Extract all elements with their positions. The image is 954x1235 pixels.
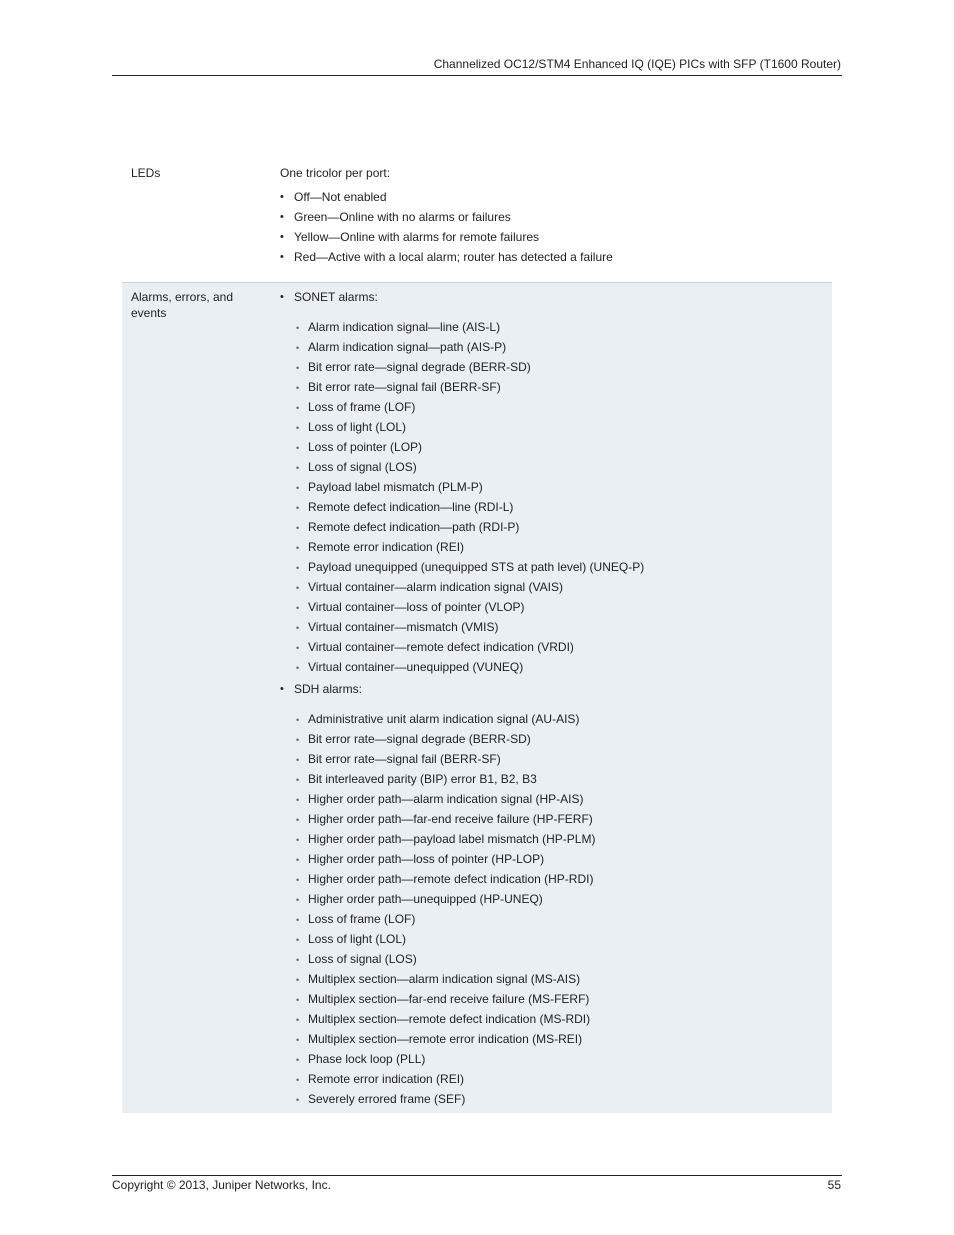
list-item: • Administrative unit alarm indication signal (AU-AIS) (294, 711, 825, 727)
row-label-leds: LEDs (131, 166, 161, 180)
list-item: • Yellow—Online with alarms for remote failures (280, 229, 825, 245)
list-item: • Higher order path—remote defect indication (HP-RDI) (294, 871, 825, 887)
row-content-leds (280, 165, 825, 269)
list-item: • Bit error rate—signal degrade (BERR-SD) (294, 731, 825, 747)
group-title: SDH alarms: (294, 682, 363, 696)
row-content-alarms (280, 289, 825, 1113)
alarm-group-sdh (280, 681, 825, 1107)
list-item: • Payload unequipped (unequipped STS at path level) (UNEQ-P) (294, 559, 825, 575)
list-item: • Loss of frame (LOF) (294, 911, 825, 927)
footer-copyright: Copyright © 2013, Juniper Networks, Inc. (112, 1178, 331, 1192)
list-item: • Multiplex section—remote defect indication (MS-RDI) (294, 1011, 825, 1027)
alarm-groups-list (280, 289, 825, 1107)
list-item: • Bit error rate—signal degrade (BERR-SD) (294, 359, 825, 375)
list-item: • Bit error rate—signal fail (BERR-SF) (294, 379, 825, 395)
header-rule (112, 75, 842, 76)
page-number: 55 (827, 1178, 841, 1192)
group-title: SONET alarms: (294, 290, 378, 304)
list-item: • Higher order path—unequipped (HP-UNEQ) (294, 891, 825, 907)
list-item: • Higher order path—loss of pointer (HP-LOP) (294, 851, 825, 867)
list-item: • Loss of light (LOL) (294, 931, 825, 947)
list-item: • Remote error indication (REI) (294, 1071, 825, 1087)
list-item: • Multiplex section—alarm indication signal (MS-AIS) (294, 971, 825, 987)
list-item: • Multiplex section—far-end receive failure (MS-FERF) (294, 991, 825, 1007)
list-item: • Multiplex section—remote error indication (MS-REI) (294, 1031, 825, 1047)
table-row-alarms (122, 282, 832, 1113)
running-header: Channelized OC12/STM4 Enhanced IQ (IQE) PICs with SFP (T1600 Router) (433, 57, 841, 71)
list-item: • Higher order path—alarm indication signal (HP-AIS) (294, 791, 825, 807)
list-item: • Virtual container—unequipped (VUNEQ) (294, 659, 825, 675)
table-row-leds (122, 155, 832, 282)
list-item: • Red—Active with a local alarm; router has detected a failure (280, 249, 825, 265)
footer-rule (112, 1175, 842, 1176)
list-item: • Virtual container—loss of pointer (VLOP) (294, 599, 825, 615)
row-label-alarms: Alarms, errors, and events (131, 290, 234, 320)
list-item: • Virtual container—alarm indication signal (VAIS) (294, 579, 825, 595)
list-item: • Loss of frame (LOF) (294, 399, 825, 415)
list-item: • Green—Online with no alarms or failures (280, 209, 825, 225)
leds-list (280, 189, 825, 265)
list-item: • Loss of signal (LOS) (294, 951, 825, 967)
list-item: • Severely errored frame (SEF) (294, 1091, 825, 1107)
list-item: • Virtual container—remote defect indication (VRDI) (294, 639, 825, 655)
list-item: • Loss of pointer (LOP) (294, 439, 825, 455)
list-item: • Remote defect indication—path (RDI-P) (294, 519, 825, 535)
list-item: • Alarm indication signal—path (AIS-P) (294, 339, 825, 355)
list-item: • Phase lock loop (PLL) (294, 1051, 825, 1067)
list-item: • Higher order path—payload label mismatch (HP-PLM) (294, 831, 825, 847)
alarm-group-sonet (280, 289, 825, 675)
list-item: • Payload label mismatch (PLM-P) (294, 479, 825, 495)
list-item: • Alarm indication signal—line (AIS-L) (294, 319, 825, 335)
list-item: • Higher order path—far-end receive failure (HP-FERF) (294, 811, 825, 827)
leds-intro: One tricolor per port: (280, 166, 391, 180)
list-item: • Loss of light (LOL) (294, 419, 825, 435)
list-item: • Loss of signal (LOS) (294, 459, 825, 475)
list-item: • Remote defect indication—line (RDI-L) (294, 499, 825, 515)
sdh-alarms-list (294, 711, 825, 1107)
spec-table (122, 155, 832, 1113)
list-item: • Remote error indication (REI) (294, 539, 825, 555)
list-item: • Bit error rate—signal fail (BERR-SF) (294, 751, 825, 767)
list-item: • Virtual container—mismatch (VMIS) (294, 619, 825, 635)
list-item: • Bit interleaved parity (BIP) error B1, B2, B3 (294, 771, 825, 787)
sonet-alarms-list (294, 319, 825, 675)
list-item: • Off—Not enabled (280, 189, 825, 205)
